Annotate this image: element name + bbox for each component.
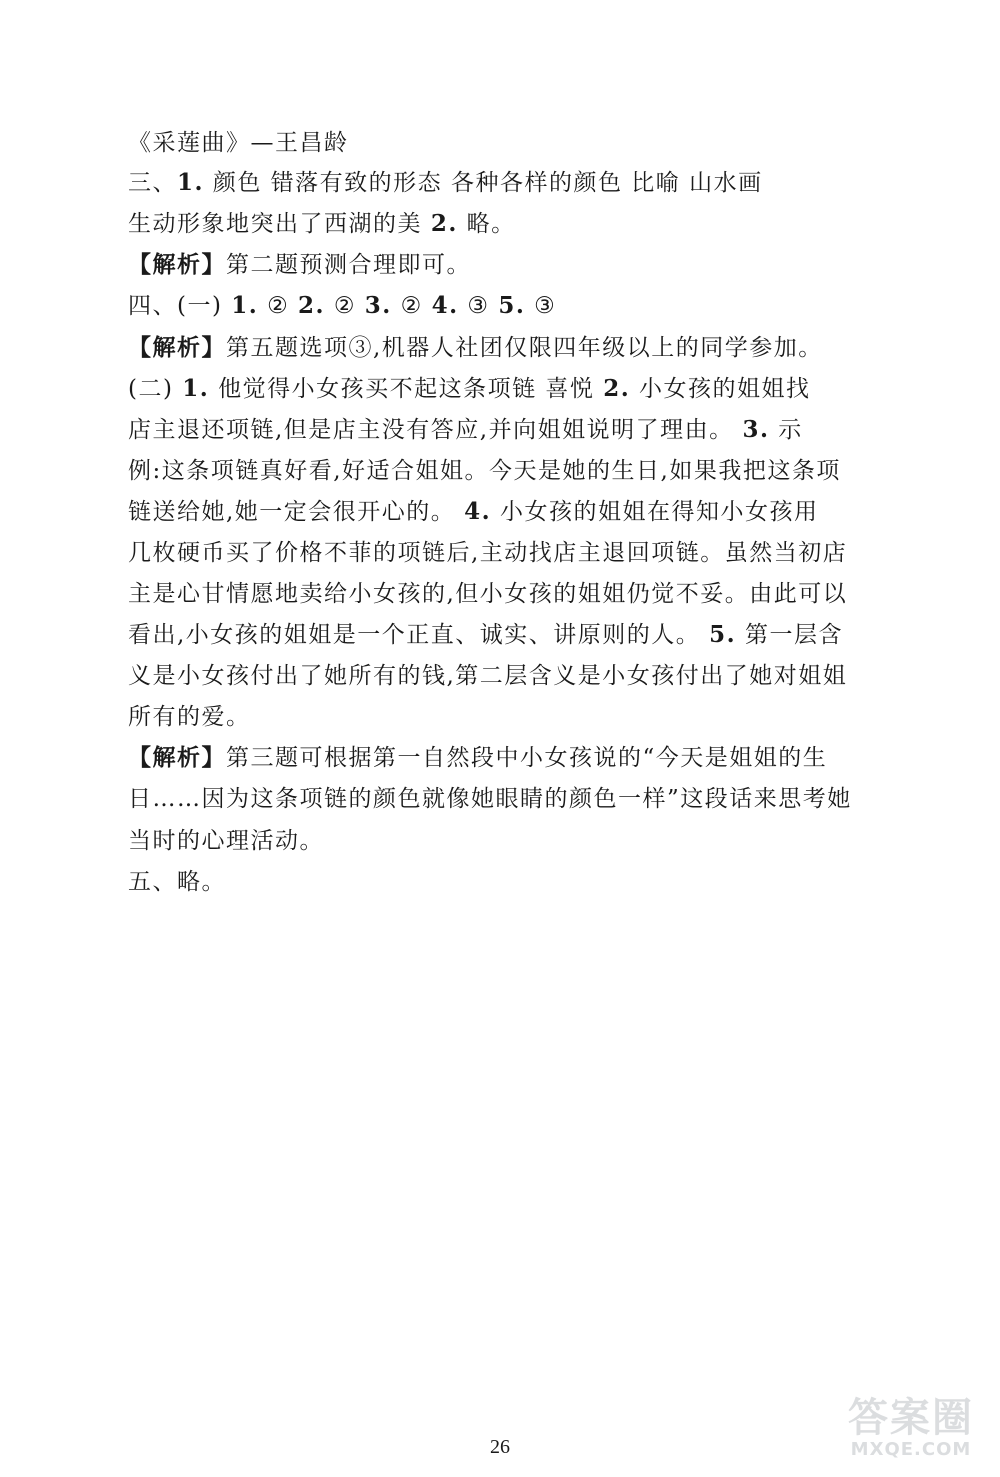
text-segment: 四、(一) [128,293,232,319]
analysis-label: 【解析】 [128,251,226,278]
text-segment: 义是小女孩付出了她所有的钱,第二层含义是小女孩付出了她对姐姐 [128,663,848,689]
line-section-4-part-2-c [128,456,841,486]
line-analysis-2 [128,333,823,363]
watermark-logo [836,1397,986,1467]
analysis-label: 【解析】 [128,334,226,361]
question-number: 1. [182,375,210,402]
question-number: 4. [464,498,492,525]
text-segment: (二) [128,376,183,402]
text-segment: ③ [458,293,499,319]
text-segment: 店主退还项链,但是店主没有答应,并向姐姐说明了理由。 [128,417,743,443]
line-section-4-part-2-e [128,538,847,568]
text-segment: 链送给她,她一定会很开心的。 [128,499,465,525]
text-segment: 他觉得小女孩买不起这条项链 喜悦 [209,376,604,402]
text-segment: 小女孩的姐姐在得知小女孩用 [491,499,819,525]
text-segment: 颜色 错落有致的形态 各种各样的颜色 比喻 山水画 [204,170,763,196]
text-segment: ② [325,293,365,319]
text-segment: 看出,小女孩的姐姐是一个正直、诚实、讲原则的人。 [128,622,710,648]
text-segment: 五、略。 [128,869,226,895]
line-section-3-q1 [128,168,763,198]
text-segment: 当时的心理活动。 [128,828,324,854]
watermark-title: 答案圈 [848,1395,974,1441]
line-analysis-3-c [128,826,324,856]
text-segment: 略。 [457,211,516,237]
line-analysis-3-b [128,784,852,814]
question-number: 1. [231,292,259,319]
line-analysis-1 [128,250,471,280]
text-segment: 第二题预测合理即可。 [226,252,471,278]
text-segment: 所有的爱。 [128,704,251,730]
line-section-4-part-1 [128,291,556,321]
text-segment: 主是心甘情愿地卖给小女孩的,但小女孩的姐姐仍觉不妥。由此可以 [128,581,848,607]
watermark-url: MXQE.COM [850,1439,972,1460]
text-segment: 日……因为这条项链的颜色就像她眼睛的颜色一样”这段话来思考她 [128,786,852,812]
question-number: 2. [298,292,326,319]
line-section-4-part-2-f [128,579,847,609]
line-analysis-3-a [128,743,827,773]
analysis-label: 【解析】 [128,744,226,771]
text-segment: 《采莲曲》—王昌龄 [128,130,349,156]
text-segment: ② [391,293,432,319]
question-number: 5. [709,621,737,648]
question-number: 1. [177,169,205,196]
line-poem-title [128,128,349,158]
text-segment: 生动形象地突出了西湖的美 [128,211,431,237]
question-number: 2. [603,375,631,402]
line-section-4-part-2-i [128,702,251,732]
text-segment: ② [258,293,299,319]
text-segment: 第五题选项③,机器人社团仅限四年级以上的同学参加。 [226,335,823,361]
line-section-4-part-2-b [128,415,803,445]
text-segment: 第一层含 [736,622,843,648]
page-number: 26 [490,1436,510,1458]
question-number: 2. [430,210,458,237]
line-section-4-part-2-a [128,374,811,404]
question-number: 3. [364,292,392,319]
text-segment: 第三题可根据第一自然段中小女孩说的“今天是姐姐的生 [226,745,828,771]
question-number: 4. [431,292,459,319]
line-section-4-part-2-d [128,497,818,527]
question-number: 3. [742,416,770,443]
text-segment: 几枚硬币买了价格不菲的项链后,主动找店主退回项链。虽然当初店 [128,540,848,566]
line-section-4-part-2-h [128,661,847,691]
text-segment: ③ [525,293,557,319]
question-number: 5. [498,292,526,319]
text-segment: 例:这条项链真好看,好适合姐姐。今天是她的生日,如果我把这条项 [128,458,841,484]
line-section-5 [128,867,226,897]
text-segment: 小女孩的姐姐找 [630,376,811,402]
text-segment: 示 [769,417,803,443]
line-section-4-part-2-g [128,620,843,650]
line-section-3-q2 [128,209,516,239]
text-segment: 三、 [128,170,177,196]
